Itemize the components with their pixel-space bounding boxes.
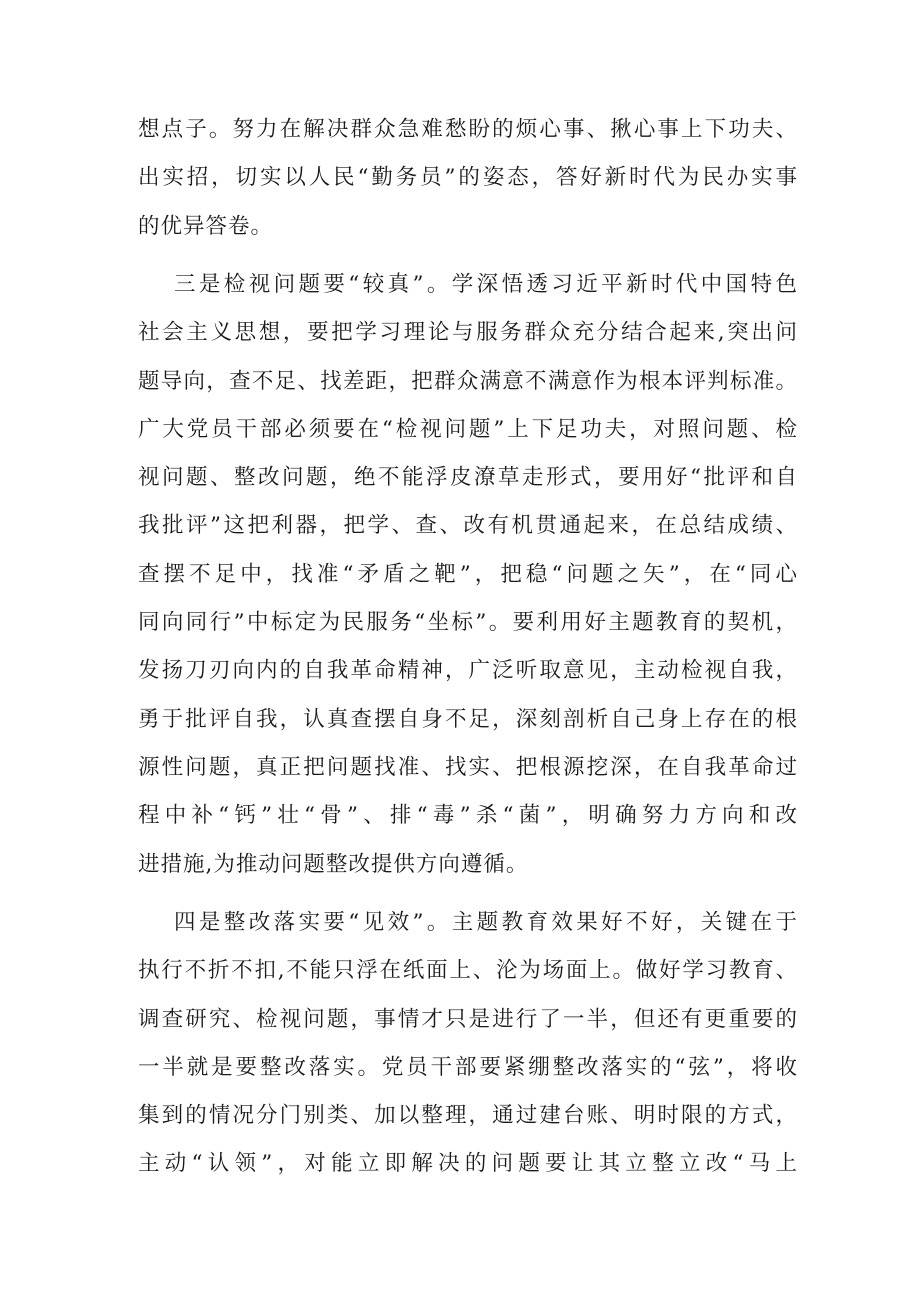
text-line: 广大党员干部必须要在“检视问题”上下足功夫，对照问题、检 [138, 416, 798, 442]
text-line: 社会主义思想，要把学习理论与服务群众充分结合起来,突出问 [138, 320, 798, 346]
text-line: 题导向，查不足、找差距，把群众满意不满意作为根本评判标准。 [138, 368, 798, 394]
text-line: 的优异答卷。 [138, 213, 274, 239]
text-line: 出实招，切实以人民“勤务员”的姿态，答好新时代为民办实事 [138, 165, 798, 191]
text-line: 源性问题，真正把问题找准、找实、把根源挖深，在自我革命过 [138, 754, 798, 780]
text-line: 查摆不足中，找准“矛盾之靶”，把稳“问题之矢”，在“同心 [138, 561, 798, 587]
paragraph-1 [138, 106, 798, 251]
paragraph-3 [138, 899, 798, 1189]
text-line: 发扬刀刃向内的自我革命精神，广泛听取意见，主动检视自我， [138, 658, 798, 684]
text-line: 同向同行”中标定为民服务“坐标”。要利用好主题教育的契机， [138, 610, 798, 636]
text-line: 进措施,为推动问题整改提供方向遵循。 [138, 851, 529, 877]
text-line: 调查研究、检视问题，事情才只是进行了一半，但还有更重要的 [138, 1006, 798, 1032]
text-line: 四是整改落实要“见效”。主题教育效果好不好，关键在于 [174, 910, 798, 935]
text-line: 我批评”这把利器，把学、查、改有机贯通起来，在总结成绩、 [138, 513, 798, 539]
text-line: 视问题、整改问题，绝不能浮皮潦草走形式，要用好“批评和自 [138, 465, 798, 491]
text-line: 程中补“钙”壮“骨”、排“毒”杀“菌”，明确努力方向和改 [138, 803, 798, 829]
text-line: 勇于批评自我，认真查摆自身不足，深刻剖析自己身上存在的根 [138, 706, 798, 732]
text-line: 集到的情况分门别类、加以整理，通过建台账、明时限的方式， [138, 1103, 798, 1129]
paragraph-2 [138, 261, 798, 889]
text-line: 一半就是要整改落实。党员干部要紧绷整改落实的“弦”，将收 [138, 1054, 798, 1080]
text-line: 主动“认领”，对能立即解决的问题要让其立整立改“马上 [138, 1151, 798, 1177]
text-line: 执行不折不扣,不能只浮在纸面上、沦为场面上。做好学习教育、 [138, 958, 798, 984]
text-line: 想点子。努力在解决群众急难愁盼的烦心事、揪心事上下功夫、 [138, 117, 798, 142]
text-line: 三是检视问题要“较真”。学深悟透习近平新时代中国特色 [174, 272, 798, 297]
